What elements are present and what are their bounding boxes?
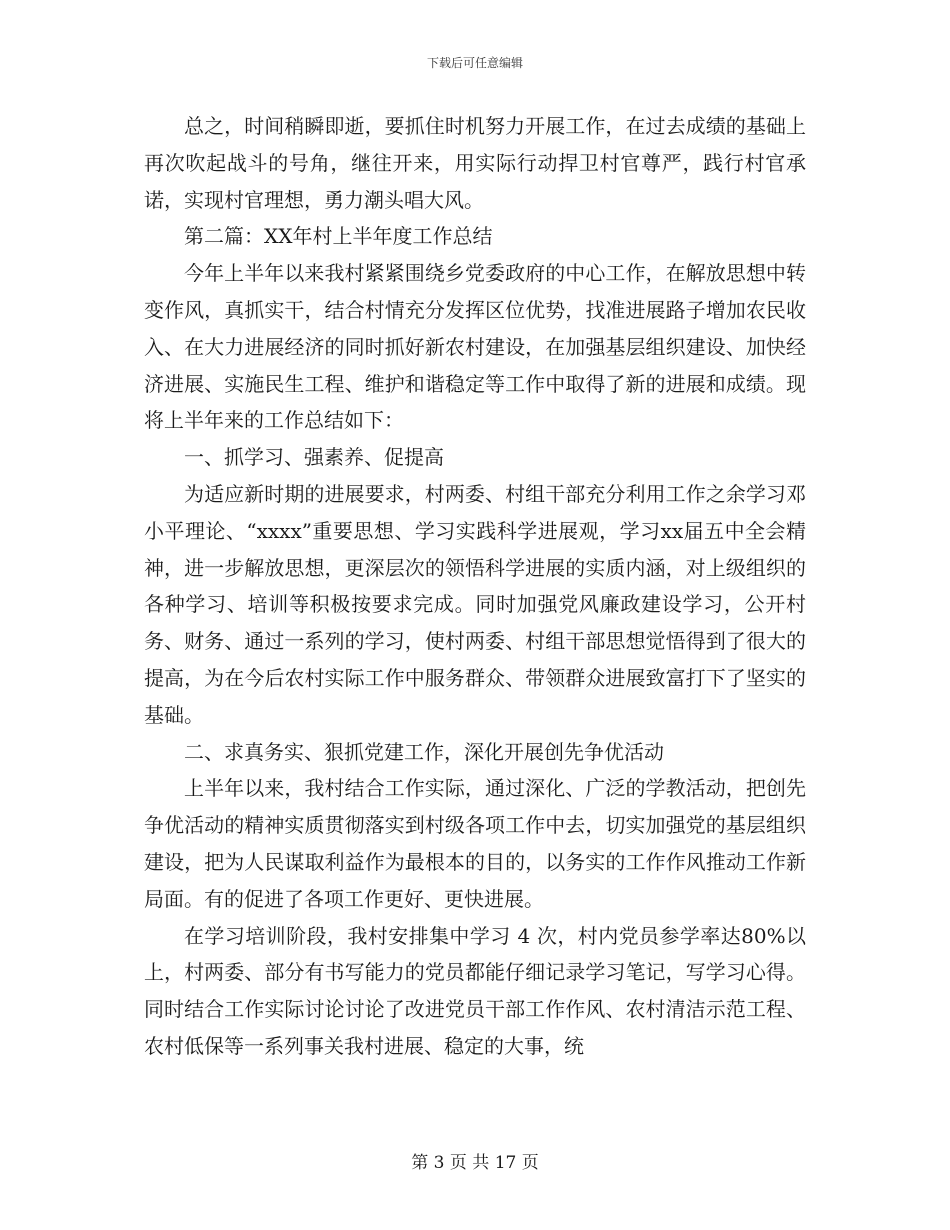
paragraph-training: 在学习培训阶段，我村安排集中学习 4 次，村内党员参学率达80%以上，村两委、部分有书写能力的党员都能仔细记录学习笔记，写学习心得。同时结合工作实际讨论讨论了改进党员干部工作作风、农村清洁示范工程、农村低保等一系列事关我村进展、稳定的大事，统 <box>144 923 806 1058</box>
heading-item-2: 二、求真务实、狠抓党建工作，深化开展创先争优活动 <box>184 739 664 764</box>
paragraph-party-building: 上半年以来，我村结合工作实际，通过深化、广泛的学教活动，把创先争优活动的精神实质贯彻落实到村级各项工作中去，切实加强党的基层组织建设，把为人民谋取利益作为最根本的目的，以务实的工作作风推动工作新局面。有的促进了各项工作更好、更快进展。 <box>144 776 806 911</box>
section-title-second-article: 第二篇：XX年村上半年度工作总结 <box>184 224 493 249</box>
paragraph-study: 为适应新时期的进展要求，村两委、村组干部充分利用工作之余学习邓小平理论、“xxxx”重要思想、学习实践科学进展观，学习xx届五中全会精神，进一步解放思想，更深层次的领悟科学进展的实质内涵，对上级组织的各种学习、培训等积极按要求完成。同时加强党风廉政建设学习，公开村务、财务、通过一系列的学习，使村两委、村组干部思想觉悟得到了很大的提高，为在今后农村实际工作中服务群众、带领群众进展致富打下了坚实的基础。 <box>144 481 806 727</box>
paragraph-conclusion: 总之，时间稍瞬即逝，要抓住时机努力开展工作，在过去成绩的基础上再次吹起战斗的号角，继往开来，用实际行动捍卫村官尊严，践行村官承诺，实现村官理想，勇力潮头唱大风。 <box>144 114 806 212</box>
heading-item-1: 一、抓学习、强素养、促提高 <box>184 445 444 470</box>
page-number: 第 3 页 共 17 页 <box>411 1153 539 1173</box>
paragraph-intro: 今年上半年以来我村紧紧围绕乡党委政府的中心工作，在解放思想中转变作风，真抓实干，结合村情充分发挥区位优势，找准进展路子增加农民收入、在大力进展经济的同时抓好新农村建设，在加强基层组织建设、加快经济进展、实施民生工程、维护和谐稳定等工作中取得了新的进展和成绩。现将上半年来的工作总结如下： <box>144 261 806 433</box>
document-body <box>144 108 806 1065</box>
page-header-note: 下载后可任意编辑 <box>426 56 523 70</box>
